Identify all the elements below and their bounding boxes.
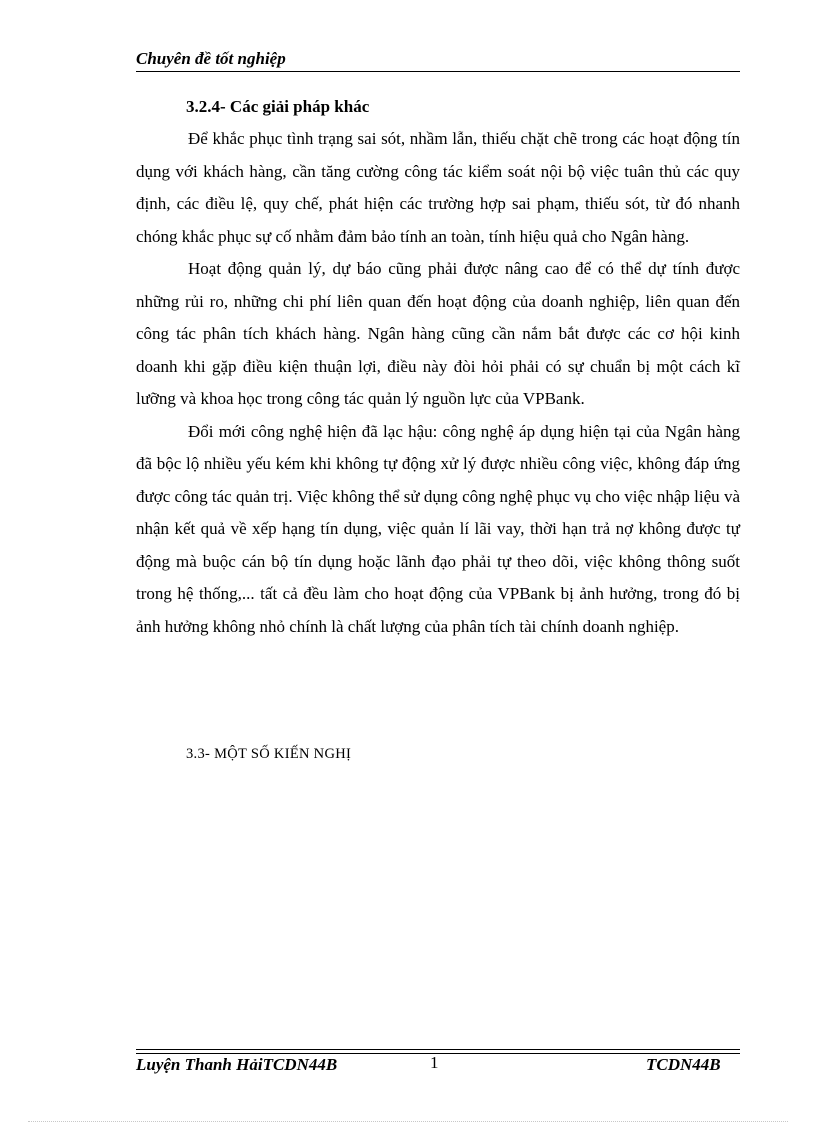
paragraph-forecasting: Hoạt động quản lý, dự báo cũng phải được nâng cao để có thể dự tính được những rủi ro, những chi phí liên quan đến hoạt động của doanh nghiệp, liên quan đến công tác phân tích khách hàng. Ngân hàng cũng cần nắm bắt được các cơ hội kinh doanh khi gặp điều kiện thuận lợi, điều này đòi hỏi phải có sự chuẩn bị một cách kĩ lưỡng và khoa học trong công tác quản lý nguồn lực của VPBank. [136,259,740,408]
document-header-title: Chuyên đề tốt nghiệp [136,49,286,68]
subsection-heading: 3.3- MỘT SỐ KIẾN NGHỊ [186,746,352,762]
section-heading: 3.2.4- Các giải pháp khác [186,97,370,116]
page-bottom-edge [28,1121,788,1122]
page-number: 1 [430,1053,439,1072]
footer-author: Luyện Thanh HảiTCDN44B [136,1055,338,1074]
section-body [136,123,740,643]
footer-class-code: TCDN44B [646,1055,721,1074]
header-divider [136,71,740,72]
paragraph-internal-control: Để khắc phục tình trạng sai sót, nhầm lẫn, thiếu chặt chẽ trong các hoạt động tín dụng với khách hàng, cần tăng cường công tác kiểm soát nội bộ việc tuân thủ các quy định, các điều lệ, quy chế, phát hiện các trường hợp sai phạm, thiếu sót, từ đó nhanh chóng khắc phục sự cố nhằm đảm bảo tính an toàn, tính hiệu quả cho Ngân hàng. [136,129,740,246]
paragraph-technology: Đổi mới công nghệ hiện đã lạc hậu: công nghệ áp dụng hiện tại của Ngân hàng đã bộc lộ nhiều yếu kém khi không tự động xử lý được nhiều công việc, không đáp ứng được công tác quản trị. Việc không thể sử dụng công nghệ phục vụ cho việc nhập liệu và nhận kết quả về xếp hạng tín dụng, việc quản lí lãi vay, thời hạn trả nợ không được tự động mà buộc cán bộ tín dụng hoặc lãnh đạo phải tự theo dõi, việc không thông suốt trong hệ thống,... tất cả đều làm cho hoạt động của VPBank bị ảnh hưởng, trong đó bị ảnh hưởng không nhỏ chính là chất lượng của phân tích tài chính doanh nghiệp. [136,421,740,636]
